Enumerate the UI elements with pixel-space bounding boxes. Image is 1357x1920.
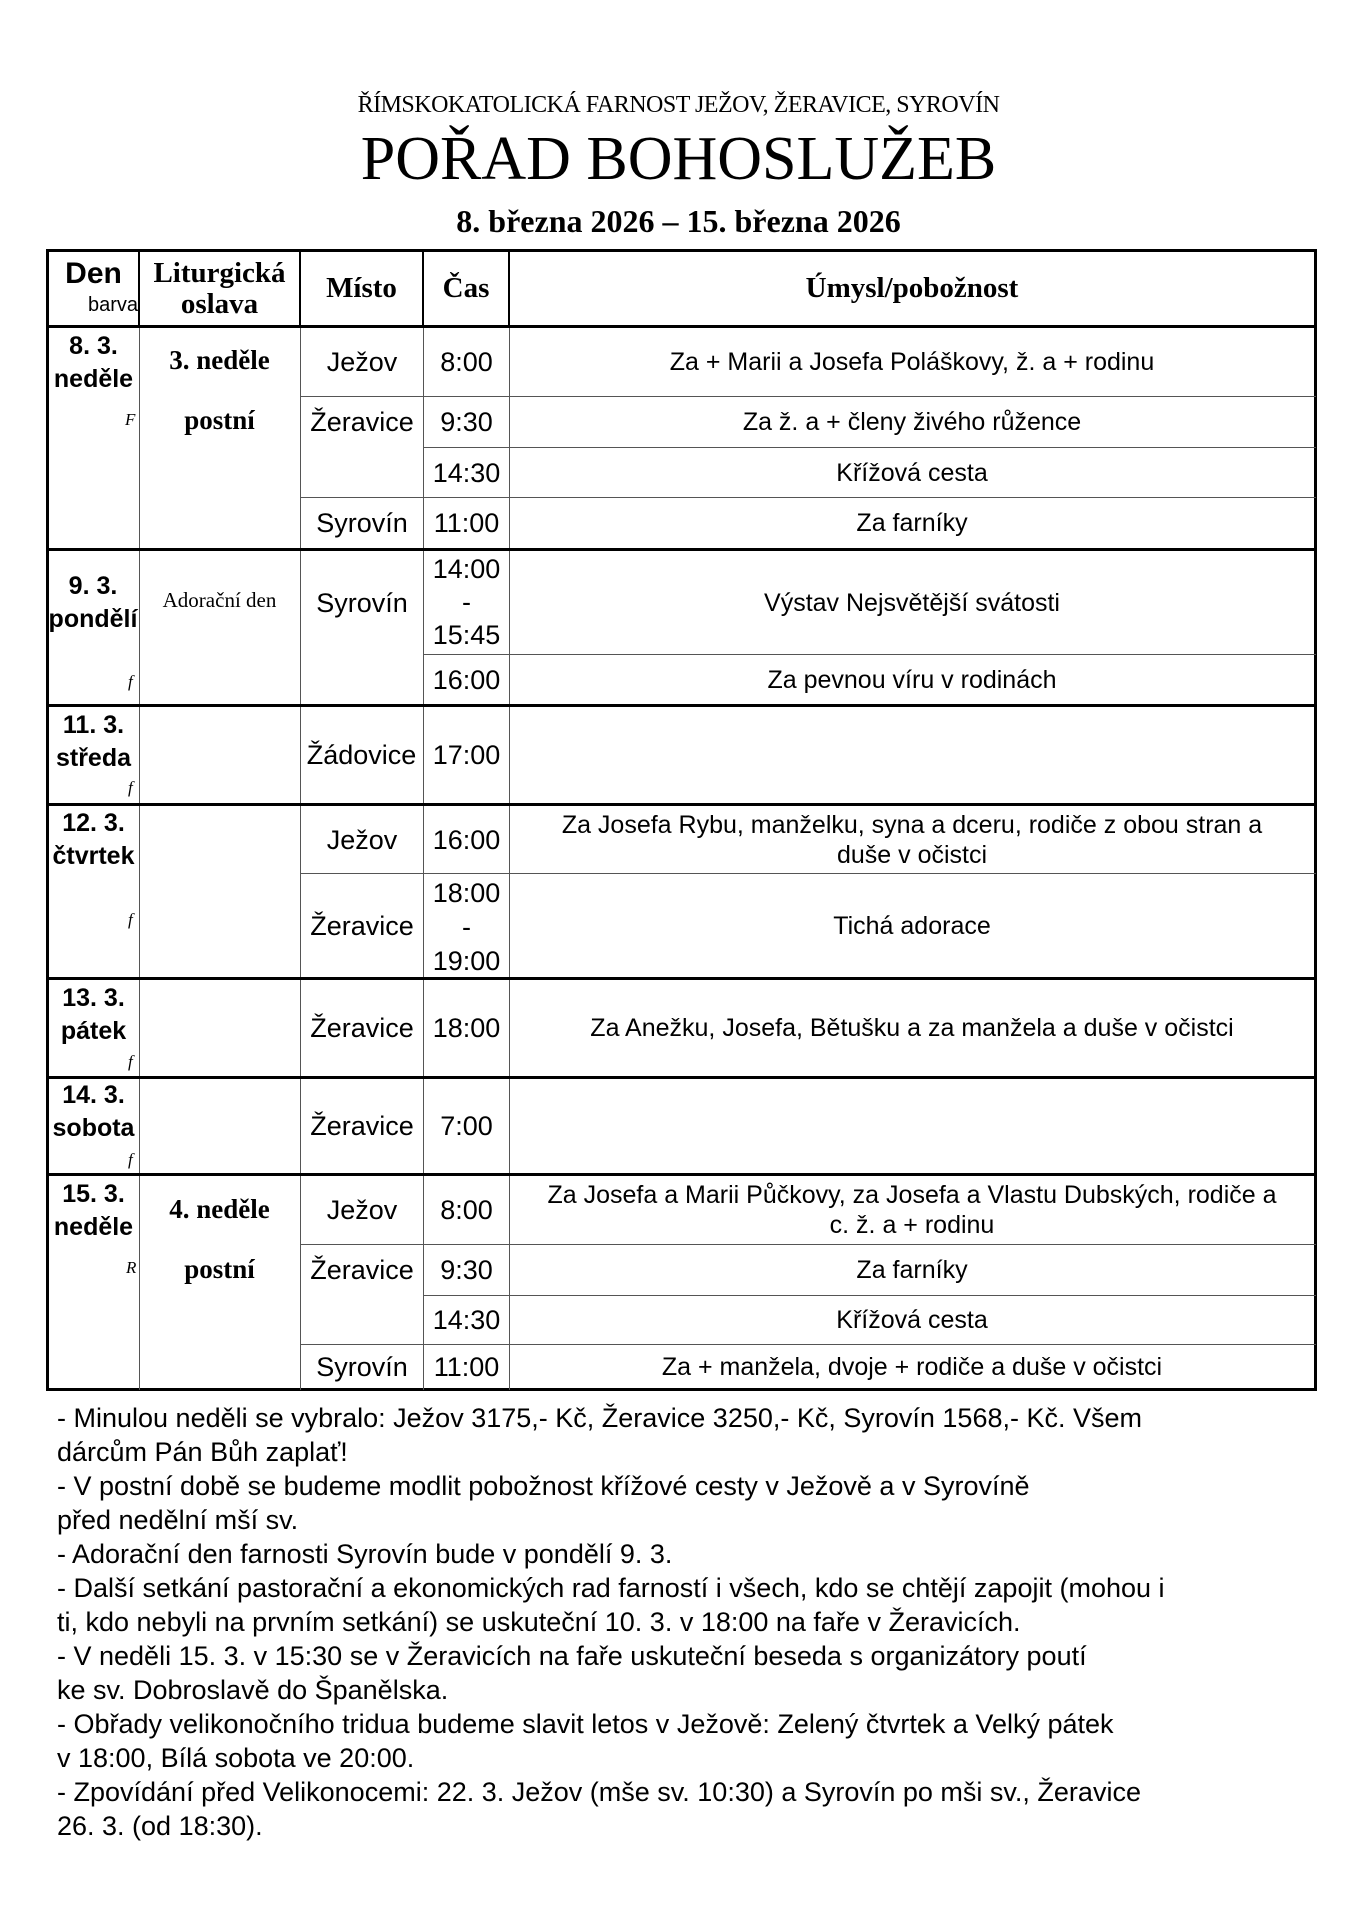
time: 7:00 — [440, 1111, 493, 1141]
intent-line2: duše v očistci — [836, 840, 988, 869]
day-date: 12. 3. — [62, 809, 125, 837]
intent-line1: Za Josefa Rybu, manželku, syna a dceru, rodiče z obou stran a — [561, 810, 1263, 839]
liturgical-color: F — [125, 410, 136, 429]
column-header-place: Místo — [326, 272, 397, 304]
day-date: 15. 3. — [62, 1180, 125, 1208]
place: Syrovín — [316, 508, 408, 538]
announcement-line: - Adorační den farnosti Syrovín bude v pondělí 9. 3. — [57, 1539, 673, 1569]
intent: Za ž. a + členy živého růžence — [742, 408, 1082, 436]
place: Žeravice — [310, 1013, 414, 1043]
time-separator: - — [462, 912, 471, 942]
time: 11:00 — [433, 508, 500, 538]
intent-line1: Za Josefa a Marii Půčkovy, za Josefa a Vlastu Dubských, rodiče a — [547, 1181, 1277, 1209]
announcements — [57, 1401, 1327, 1843]
day-date: 14. 3. — [62, 1081, 125, 1109]
intent: Křížová cesta — [836, 458, 988, 487]
intent-line2: c. ž. a + rodinu — [829, 1211, 995, 1239]
intent: Za pevnou víru v rodinách — [767, 665, 1057, 694]
day-label — [49, 1079, 138, 1145]
time: 14:30 — [432, 457, 501, 488]
day-label — [47, 570, 139, 636]
intent: Za farníky — [856, 1256, 968, 1284]
page-title: POŘAD BOHOSLUŽEB — [360, 125, 997, 193]
intent: Za Anežku, Josefa, Bětušku a za manžela a duše v očistci — [590, 1014, 1234, 1042]
liturgy-line2: postní — [184, 405, 255, 435]
liturgical-color: f — [128, 1150, 133, 1169]
announcement-line: v 18:00, Bílá sobota ve 20:00. — [57, 1743, 415, 1773]
time: 9:30 — [440, 1255, 493, 1285]
day-label — [49, 330, 138, 396]
liturgy-line1: 3. neděle — [169, 345, 270, 375]
liturgy-header-line1: Liturgická — [153, 256, 286, 289]
color-header-label: barva — [87, 294, 138, 316]
announcement-line: - Zpovídání před Velikonocemi: 22. 3. Ježov (mše sv. 10:30) a Syrovín po mši sv., Žeravice — [57, 1777, 1141, 1807]
liturgy-line1: 4. neděle — [169, 1194, 270, 1224]
announcement-line: ti, kdo nebyli na prvním setkání) se uskuteční 10. 3. v 18:00 na faře v Žeravicích. — [57, 1607, 1021, 1637]
announcement-line: ke sv. Dobroslavě do Španělska. — [57, 1675, 449, 1705]
day-label — [49, 982, 138, 1048]
time: 18:00 — [432, 1013, 501, 1043]
day-weekday: středa — [55, 744, 132, 772]
day-label — [49, 1178, 138, 1244]
intent: Výstav Nejsvětější svátosti — [764, 588, 1060, 617]
place: Žeravice — [310, 910, 414, 941]
time: 16:00 — [432, 824, 501, 855]
day-date: 13. 3. — [62, 984, 125, 1012]
day-weekday: neděle — [53, 1213, 134, 1241]
liturgy-line2: postní — [184, 1254, 255, 1284]
time: 11:00 — [433, 1351, 500, 1382]
liturgical-color: f — [128, 778, 133, 797]
parish-name: ŘÍMSKOKATOLICKÁ FARNOST JEŽOV, ŽERAVICE, SYROVÍN — [357, 92, 1000, 118]
divider — [47, 1388, 1317, 1391]
time: 17:00 — [432, 740, 501, 770]
liturgy-header-line2: oslava — [180, 287, 259, 320]
day-date: 11. 3. — [62, 711, 125, 739]
date-range: 8. března 2026 – 15. března 2026 — [456, 203, 901, 239]
intent — [510, 707, 1314, 803]
day-weekday: neděle — [53, 365, 134, 393]
day-weekday: pondělí — [48, 605, 138, 633]
announcement-line: - V neděli 15. 3. v 15:30 se v Žeravicích na faře uskuteční beseda s organizátory poutí — [57, 1641, 1087, 1671]
time-end: 19:00 — [432, 946, 501, 976]
announcement-line: před nedělní mší sv. — [57, 1505, 299, 1535]
liturgical-color: R — [126, 1258, 137, 1277]
announcement-line: 26. 3. (od 18:30). — [57, 1811, 263, 1841]
liturgy-celebration — [140, 1194, 299, 1284]
day-weekday: pátek — [60, 1017, 127, 1045]
liturgical-color: f — [128, 910, 133, 929]
intent — [510, 1176, 1314, 1244]
announcement-line: - V postní době se budeme modlit pobožnost křížové cesty v Ježově a v Syrovíně — [57, 1471, 1030, 1501]
column-header-day — [49, 252, 138, 325]
place: Ježov — [326, 1195, 398, 1225]
intent: Tichá adorace — [833, 911, 991, 940]
place: Syrovín — [316, 1351, 408, 1382]
day-date: 9. 3. — [68, 572, 118, 600]
liturgy-celebration — [140, 345, 299, 435]
announcement-line: - Obřady velikonočního tridua budeme slavit letos v Ježově: Zelený čtvrtek a Velký pátek — [57, 1709, 1114, 1739]
place: Ježov — [326, 347, 398, 377]
place: Ježov — [326, 824, 398, 855]
intent: Za + manžela, dvoje + rodiče a duše v očistci — [661, 1352, 1163, 1381]
intent: Křížová cesta — [836, 1306, 988, 1334]
time-range — [424, 553, 509, 654]
day-header-label: Den — [65, 257, 122, 290]
time-separator: - — [462, 587, 471, 617]
time: 8:00 — [440, 1195, 493, 1225]
time: 16:00 — [432, 664, 501, 695]
time: 14:30 — [432, 1305, 501, 1335]
day-label — [49, 709, 138, 775]
column-header-intent: Úmysl/pobožnost — [805, 272, 1019, 304]
liturgical-color: f — [128, 1052, 133, 1071]
day-date: 8. 3. — [69, 332, 118, 360]
announcement-line: - Minulou neděli se vybralo: Ježov 3175,- Kč, Žeravice 3250,- Kč, Syrovín 1568,- Kč. Všem — [57, 1403, 1142, 1433]
time: 9:30 — [440, 407, 493, 437]
column-header-time: Čas — [442, 272, 490, 304]
intent — [510, 1079, 1314, 1173]
announcement-line: dárcům Pán Bůh zaplať! — [57, 1437, 348, 1467]
place: Žeravice — [310, 407, 414, 437]
liturgical-color: f — [128, 672, 133, 691]
announcement-line: - Další setkání pastorační a ekonomických rad farností i všech, kdo se chtějí zapojit (mohou i — [57, 1573, 1165, 1603]
time: 8:00 — [440, 347, 493, 377]
column-header-liturgy — [140, 252, 299, 325]
time-start: 14:00 — [432, 554, 501, 584]
time-end: 15:45 — [432, 620, 501, 650]
day-weekday: čtvrtek — [52, 842, 135, 870]
liturgy-celebration: Adorační den — [162, 588, 277, 612]
time-range — [424, 876, 509, 977]
time-start: 18:00 — [432, 878, 501, 908]
day-label — [49, 807, 138, 873]
intent: Za + Marii a Josefa Poláškovy, ž. a + rodinu — [669, 348, 1155, 376]
place: Žádovice — [306, 740, 417, 770]
place: Žeravice — [310, 1111, 414, 1141]
place: Syrovín — [316, 587, 408, 618]
intent — [510, 806, 1314, 873]
intent: Za farníky — [856, 509, 968, 537]
place: Žeravice — [310, 1255, 414, 1285]
day-weekday: sobota — [52, 1114, 135, 1142]
